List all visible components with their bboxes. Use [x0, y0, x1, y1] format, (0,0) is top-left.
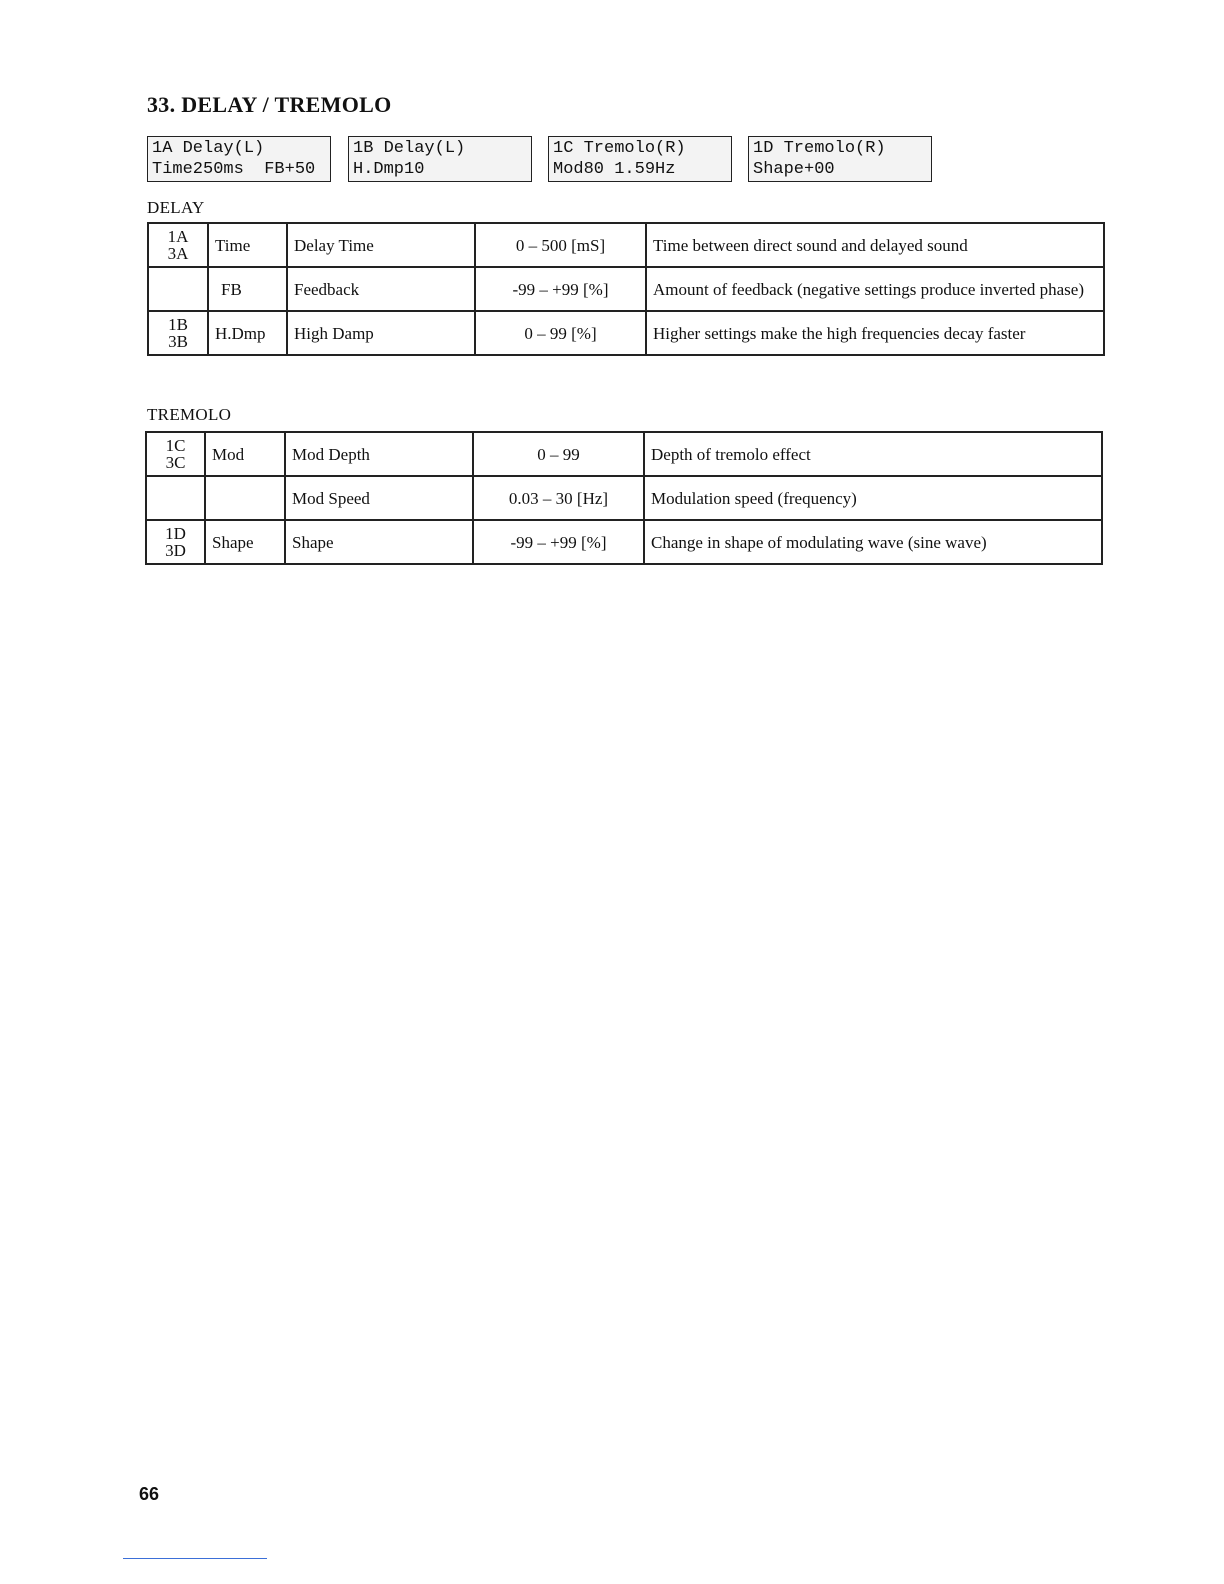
param-abbrev-cell: Mod: [205, 432, 285, 476]
param-abbrev-cell: FB: [208, 267, 287, 311]
table-row: [146, 476, 1102, 520]
param-desc-cell: Time between direct sound and delayed sound: [646, 223, 1104, 267]
lcd-line-1: 1D Tremolo(R): [753, 139, 886, 158]
tremolo-section-label: TREMOLO: [147, 405, 232, 424]
param-range-cell: 0.03 – 30 [Hz]: [473, 476, 644, 520]
knob-number-primary: 1C: [165, 436, 186, 455]
table-row: [146, 520, 1102, 564]
param-name-cell: Shape: [285, 520, 473, 564]
knob-number-primary: 1A: [167, 227, 189, 246]
table-row: [148, 223, 1104, 267]
knob-number-secondary: 3B: [168, 332, 188, 351]
param-abbrev-cell: Shape: [205, 520, 285, 564]
delay-parameter-table: [147, 222, 1105, 356]
knob-number-cell: [148, 311, 208, 355]
param-desc-cell: Higher settings make the high frequencies decay faster: [646, 311, 1104, 355]
param-name-cell: Mod Depth: [285, 432, 473, 476]
param-name-cell: Mod Speed: [285, 476, 473, 520]
knob-number-cell: [146, 476, 205, 520]
table-row: [148, 267, 1104, 311]
param-name-cell: Delay Time: [287, 223, 475, 267]
param-desc-cell: Change in shape of modulating wave (sine wave): [644, 520, 1102, 564]
param-desc-cell: Modulation speed (frequency): [644, 476, 1102, 520]
table-row: [146, 432, 1102, 476]
lcd-line-2: H.Dmp10: [353, 160, 425, 179]
table-row: [148, 311, 1104, 355]
param-abbrev-cell: Time: [208, 223, 287, 267]
param-range-cell: 0 – 99: [473, 432, 644, 476]
page-title: 33. DELAY / TREMOLO: [147, 92, 392, 117]
param-name-cell: Feedback: [287, 267, 475, 311]
param-abbrev-cell: [205, 476, 285, 520]
lcd-display-1a: [147, 136, 331, 182]
param-name-cell: High Damp: [287, 311, 475, 355]
lcd-line-2: Mod80 1.59Hz: [553, 160, 676, 179]
knob-number-primary: 1B: [168, 315, 188, 334]
lcd-line-2: Time250ms FB+50: [152, 160, 316, 179]
lcd-line-1: 1A Delay(L): [152, 139, 265, 158]
lcd-line-1: 1C Tremolo(R): [553, 139, 686, 158]
knob-number-secondary: 3D: [165, 541, 186, 560]
knob-number-secondary: 3A: [167, 244, 189, 263]
footer-rule: [123, 1558, 267, 1559]
param-desc-cell: Amount of feedback (negative settings produce inverted phase): [646, 267, 1104, 311]
knob-number-cell: [146, 520, 205, 564]
lcd-line-1: 1B Delay(L): [353, 139, 466, 158]
param-range-cell: -99 – +99 [%]: [475, 267, 646, 311]
param-range-cell: -99 – +99 [%]: [473, 520, 644, 564]
lcd-display-1c: [548, 136, 732, 182]
lcd-display-1b: [348, 136, 532, 182]
delay-section-label: DELAY: [147, 198, 205, 217]
param-range-cell: 0 – 500 [mS]: [475, 223, 646, 267]
knob-number-cell: [148, 223, 208, 267]
tremolo-parameter-table: [145, 431, 1103, 565]
page-number: 66: [139, 1484, 160, 1504]
param-desc-cell: Depth of tremolo effect: [644, 432, 1102, 476]
lcd-display-1d: [748, 136, 932, 182]
lcd-line-2: Shape+00: [753, 160, 835, 179]
knob-number-cell: [146, 432, 205, 476]
param-range-cell: 0 – 99 [%]: [475, 311, 646, 355]
knob-number-primary: 1D: [165, 524, 186, 543]
knob-number-secondary: 3C: [165, 453, 186, 472]
param-abbrev-cell: H.Dmp: [208, 311, 287, 355]
knob-number-cell: [148, 267, 208, 311]
